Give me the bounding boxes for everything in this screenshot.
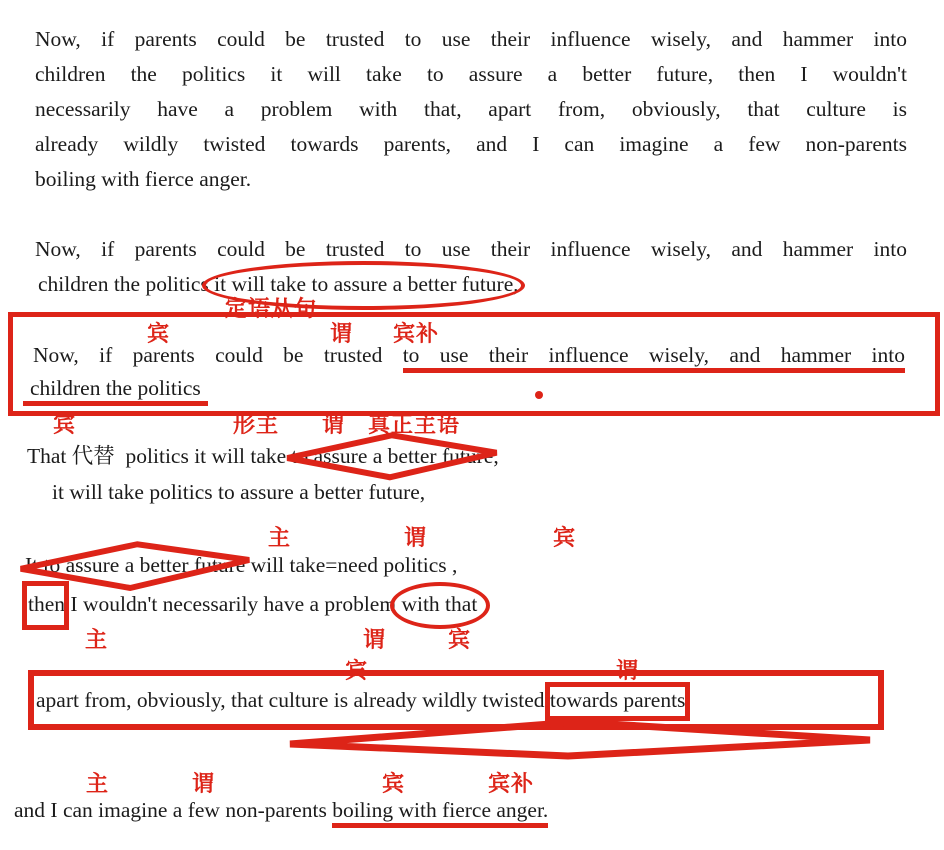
that-line1-struck: to assure a better future [291, 444, 494, 468]
boxed-towards-parents [550, 688, 686, 713]
it-line2-then: then [28, 592, 66, 616]
grammar-tag-subject-4: 主 [85, 628, 109, 653]
it-line1-after: will take=need politics , [245, 553, 458, 577]
grammar-tag-subject-3: 主 [268, 526, 292, 551]
red-underline-phrase: to use their influence wisely, and hammer into [403, 343, 905, 373]
block2-line1: Now, if parents could be trusted to use their influence wisely, and hammer into [35, 237, 907, 261]
apart-line-boxed: towards parents [549, 688, 686, 712]
grammar-tag-object-2: 宾 [53, 413, 77, 438]
final-line-before: and I can imagine a few non-parents [14, 798, 333, 822]
grammar-tag-object-complement-6: 宾补 [488, 772, 535, 797]
paragraph1-line5: boiling with fierce anger. [35, 167, 252, 191]
grammar-tag-subject-6: 主 [86, 772, 110, 797]
apart-line-before: apart from, obviously, that culture is already wildly twisted [36, 688, 550, 712]
grammar-tag-predicate-5: 谓 [616, 659, 640, 684]
boxed-word-then [28, 592, 65, 617]
red-dot-annotation [535, 391, 543, 399]
grammar-tag-object-3: 宾 [553, 526, 577, 551]
it-line2-circled: with that [401, 592, 478, 616]
that-line1 [27, 444, 499, 469]
paragraph1-line1: Now, if parents could be trusted to use their influence wisely, and hammer into [35, 27, 907, 51]
circled-relative-clause [214, 272, 513, 297]
struck-phrase [25, 553, 245, 578]
paragraph1-line2: children the politics it will take to assure a better future, then I wouldn't [35, 62, 907, 86]
it-line1 [25, 553, 457, 578]
circled-with-that [401, 592, 477, 617]
grammar-tag-predicate-6: 谓 [192, 772, 216, 797]
grammar-tag-formal-subject: 形主 [233, 413, 280, 438]
grammar-tag-object-4: 宾 [448, 628, 472, 653]
block2-line2-before: children the politics [38, 272, 215, 296]
red-underline-phrase: children the politics [23, 376, 208, 406]
red-underline-phrase: boiling with fierce anger. [332, 798, 548, 828]
block2-line2-circled: it will take to assure a better future [214, 272, 514, 296]
paragraph1-line3: necessarily have a problem with that, apart from, obviously, that culture is [35, 97, 907, 121]
grammar-tag-object-6: 宾 [382, 772, 406, 797]
grammar-tag-object-5: 宾 [345, 659, 369, 684]
that-line1-after: , [493, 444, 499, 468]
grammar-tag-attributive-clause: 定语从句 [225, 297, 318, 322]
it-line1-struck: It to assure a better future [25, 553, 246, 577]
final-line [14, 798, 548, 823]
box1-line2 [30, 376, 201, 401]
grammar-tag-object-1: 宾 [147, 322, 171, 347]
grammar-tag-object-complement-1: 宾补 [393, 322, 440, 347]
box1-line1-before: Now, if parents could be trusted [33, 343, 403, 367]
grammar-tag-predicate-2: 谓 [322, 413, 346, 438]
struck-phrase [292, 444, 494, 469]
block2-line2-after: , [513, 272, 519, 296]
apart-line [36, 688, 685, 713]
that-line1-before: That 代替 politics it will take [27, 444, 292, 468]
grammar-tag-predicate-1: 谓 [330, 322, 354, 347]
paragraph1-line4: already wildly twisted towards parents, and I can imagine a few non-parents [35, 132, 907, 156]
block2-line2 [38, 272, 519, 297]
box1-line1 [33, 343, 905, 368]
grammar-tag-predicate-3: 谓 [404, 526, 428, 551]
it-line2 [28, 592, 477, 617]
grammar-tag-real-subject: 真正主语 [368, 413, 461, 438]
that-line2: it will take politics to assure a better future, [52, 480, 426, 504]
grammar-tag-predicate-4: 谓 [363, 628, 387, 653]
it-line2-mid: I wouldn't necessarily have a problem [65, 592, 402, 616]
